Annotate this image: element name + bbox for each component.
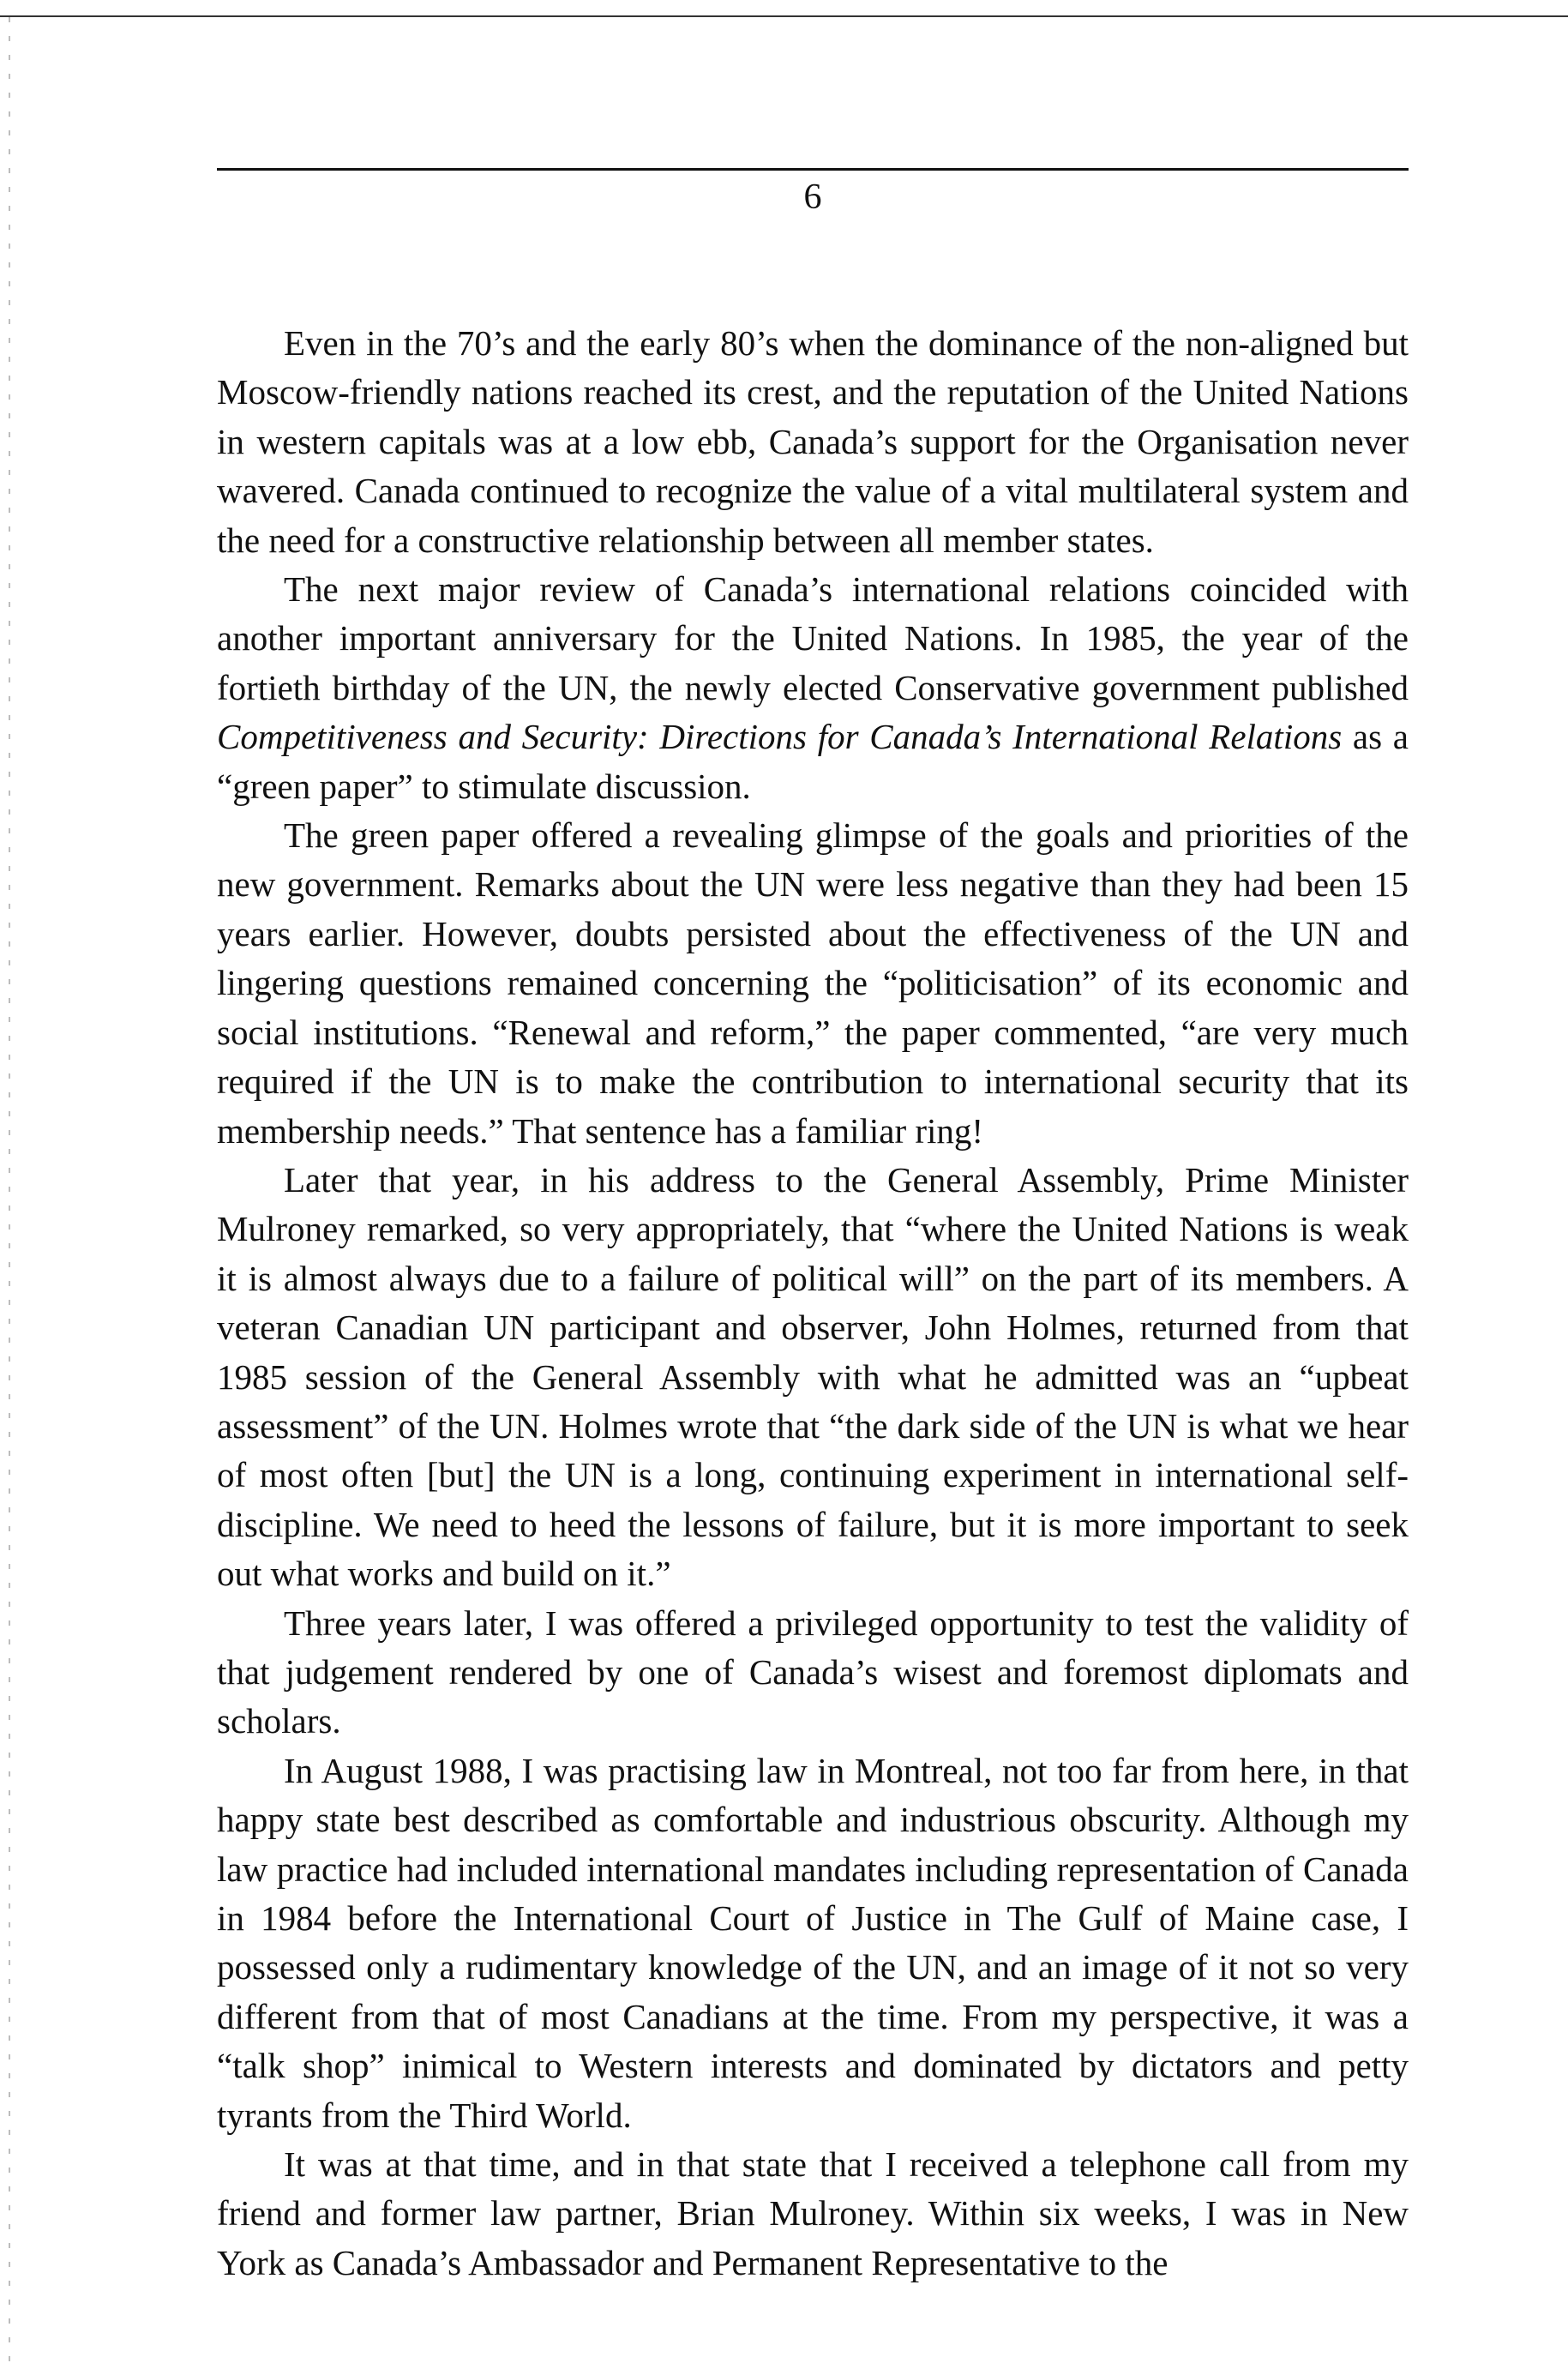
page-number: 6 <box>803 177 822 217</box>
scan-top-edge-line <box>0 15 1568 17</box>
header-rule <box>217 168 1409 171</box>
paragraph-1: Even in the 70’s and the early 80’s when the dominance of the non-aligned but Moscow-friendly nations reached its crest, and the reputation of the United Nations in western capitals was at a low ebb, Canada’s support for the Organisation never wavered. Canada continued to recognize the value of a vital multilateral system and the need for a constructive relationship between all member states. <box>217 323 1409 560</box>
paragraph-2 <box>217 565 1409 811</box>
body-text <box>217 319 1409 2288</box>
publication-title: Competitiveness and Security: Directions for Canada’s International Relations <box>217 717 1343 757</box>
paragraph-3: The green paper offered a revealing glimpse of the goals and priorities of the new government. Remarks about the UN were less negative than they had been 15 years earlier. However, doubts persisted about the effectiveness of the UN and lingering questions remained concerning the “politicisation” of its economic and social institutions. “Renewal and reform,” the paper commented, “are very much required if the UN is to make the contribution to international security that its membership needs.” That sentence has a familiar ring! <box>217 815 1409 1151</box>
paragraph-2-text-after: as a “green paper” to stimulate discussion. <box>217 717 1409 806</box>
paragraph-2-text-before: The next major review of Canada’s international relations coincided with another important anniversary for the United Nations. In 1985, the year of the fortieth birthday of the UN, the newly elected Conservative government published <box>217 569 1409 707</box>
paragraph-6: In August 1988, I was practising law in Montreal, not too far from here, in that happy state best described as comfortable and industrious obscurity. Although my law practice had included international mandates including representation of Canada in 1984 before the International Court of Justice in The Gulf of Maine case, I possessed only a rudimentary knowledge of the UN, and an image of it not so very different from that of most Canadians at the time. From my perspective, it was a “talk shop” inimical to Western interests and dominated by dictators and petty tyrants from the Third World. <box>217 1750 1409 2135</box>
paragraph-4: Later that year, in his address to the General Assembly, Prime Minister Mulroney remarked, so very appropriately, that “where the United Nations is weak it is almost always due to a failure of political will” on the part of its members. A veteran Canadian UN participant and observer, John Holmes, returned from that 1985 session of the General Assembly with what he admitted was an “upbeat assessment” of the UN. Holmes wrote that “the dark side of the UN is what we hear of most often [but] the UN is a long, continuing experiment in international self-discipline. We need to heed the lessons of failure, but it is more important to seek out what works and build on it.” <box>217 1159 1409 1594</box>
scan-left-edge-marks <box>9 17 10 2366</box>
paragraph-5: Three years later, I was offered a privileged opportunity to test the validity of that judgement rendered by one of Canada’s wisest and foremost diplomats and scholars. <box>217 1602 1409 1741</box>
paragraph-7: It was at that time, and in that state that I received a telephone call from my friend and former law partner, Brian Mulroney. Within six weeks, I was in New York as Canada’s Ambassador and Permanent Representative to the <box>217 2144 1409 2282</box>
